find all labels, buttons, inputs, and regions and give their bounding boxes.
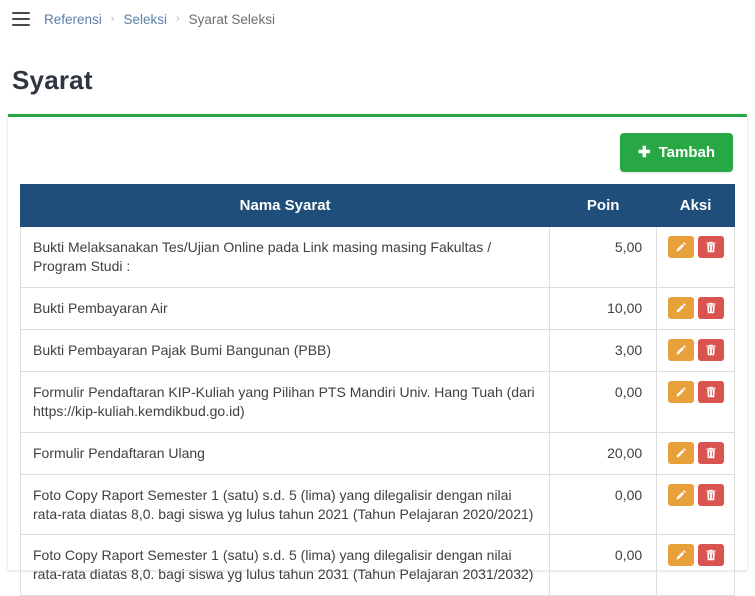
cell-nama-syarat: Bukti Melaksanakan Tes/Ujian Online pada Link masing masing Fakultas / Program Studi : (21, 227, 550, 288)
edit-row-button[interactable] (668, 544, 694, 566)
delete-row-button[interactable] (698, 297, 724, 319)
delete-row-button[interactable] (698, 442, 724, 464)
card-toolbar (20, 131, 735, 184)
syarat-table (20, 184, 735, 596)
breadcrumb-item-seleksi[interactable]: Seleksi (123, 11, 167, 27)
edit-row-button[interactable] (668, 236, 694, 258)
cell-nama-syarat: Formulir Pendaftaran Ulang (21, 432, 550, 474)
cell-aksi (657, 474, 735, 535)
top-bar (0, 0, 755, 38)
table-row (21, 432, 735, 474)
edit-row-button[interactable] (668, 442, 694, 464)
breadcrumb-item-syarat-seleksi: Syarat Seleksi (188, 11, 275, 27)
cell-nama-syarat: Formulir Pendaftaran KIP-Kuliah yang Pilihan PTS Mandiri Univ. Hang Tuah (dari https://kip-kuliah.kemdikbud.go.id) (21, 371, 550, 432)
table-row (21, 330, 735, 372)
cell-poin: 0,00 (550, 535, 657, 596)
column-header-poin[interactable]: Poin (550, 185, 657, 227)
delete-row-button[interactable] (698, 381, 724, 403)
cell-aksi (657, 288, 735, 330)
column-header-aksi: Aksi (657, 185, 735, 227)
cell-poin: 0,00 (550, 371, 657, 432)
cell-poin: 0,00 (550, 474, 657, 535)
breadcrumb-separator: › (175, 13, 180, 25)
cell-aksi (657, 371, 735, 432)
content-card (8, 114, 747, 583)
cell-nama-syarat: Foto Copy Raport Semester 1 (satu) s.d. 5 (lima) yang dilegalisir dengan nilai rata-rata diatas 8,0. bagi siswa yg lulus tahun 2031 (Tahun Pelajaran 2031/2032) (21, 535, 550, 596)
trash-icon (705, 302, 717, 314)
breadcrumb (44, 12, 275, 27)
table-body (21, 227, 735, 596)
pencil-icon (675, 489, 687, 501)
pencil-icon (675, 344, 687, 356)
trash-icon (705, 241, 717, 253)
delete-row-button[interactable] (698, 484, 724, 506)
pencil-icon (675, 549, 687, 561)
column-header-nama-syarat[interactable]: Nama Syarat (21, 185, 550, 227)
pencil-icon (675, 386, 687, 398)
page-title: Syarat (12, 65, 93, 96)
breadcrumb-separator: › (110, 13, 115, 25)
breadcrumb-item-referensi[interactable]: Referensi (44, 11, 102, 27)
trash-icon (705, 489, 717, 501)
cell-aksi (657, 330, 735, 372)
trash-icon (705, 447, 717, 459)
plus-icon: ✚ (638, 144, 651, 162)
pencil-icon (675, 302, 687, 314)
table-scroll-area[interactable] (20, 184, 735, 583)
add-button-label: Tambah (658, 144, 715, 162)
table-row (21, 535, 735, 596)
table-row (21, 474, 735, 535)
cell-nama-syarat: Foto Copy Raport Semester 1 (satu) s.d. 5 (lima) yang dilegalisir dengan nilai rata-rata diatas 8,0. bagi siswa yg lulus tahun 2021 (Tahun Pelajaran 2020/2021) (21, 474, 550, 535)
delete-row-button[interactable] (698, 236, 724, 258)
trash-icon (705, 549, 717, 561)
table-row (21, 227, 735, 288)
cell-nama-syarat: Bukti Pembayaran Air (21, 288, 550, 330)
cell-poin: 3,00 (550, 330, 657, 372)
hamburger-icon[interactable] (12, 12, 30, 26)
edit-row-button[interactable] (668, 381, 694, 403)
delete-row-button[interactable] (698, 339, 724, 361)
trash-icon (705, 386, 717, 398)
cell-poin: 10,00 (550, 288, 657, 330)
cell-poin: 5,00 (550, 227, 657, 288)
table-row (21, 288, 735, 330)
edit-row-button[interactable] (668, 297, 694, 319)
table-row (21, 371, 735, 432)
cell-aksi (657, 432, 735, 474)
edit-row-button[interactable] (668, 484, 694, 506)
cell-nama-syarat: Bukti Pembayaran Pajak Bumi Bangunan (PBB) (21, 330, 550, 372)
cell-poin: 20,00 (550, 432, 657, 474)
cell-aksi (657, 227, 735, 288)
trash-icon (705, 344, 717, 356)
table-header-row (21, 185, 735, 227)
delete-row-button[interactable] (698, 544, 724, 566)
cell-aksi (657, 535, 735, 596)
pencil-icon (675, 241, 687, 253)
edit-row-button[interactable] (668, 339, 694, 361)
add-button[interactable] (620, 133, 733, 172)
pencil-icon (675, 447, 687, 459)
table-header (21, 185, 735, 227)
